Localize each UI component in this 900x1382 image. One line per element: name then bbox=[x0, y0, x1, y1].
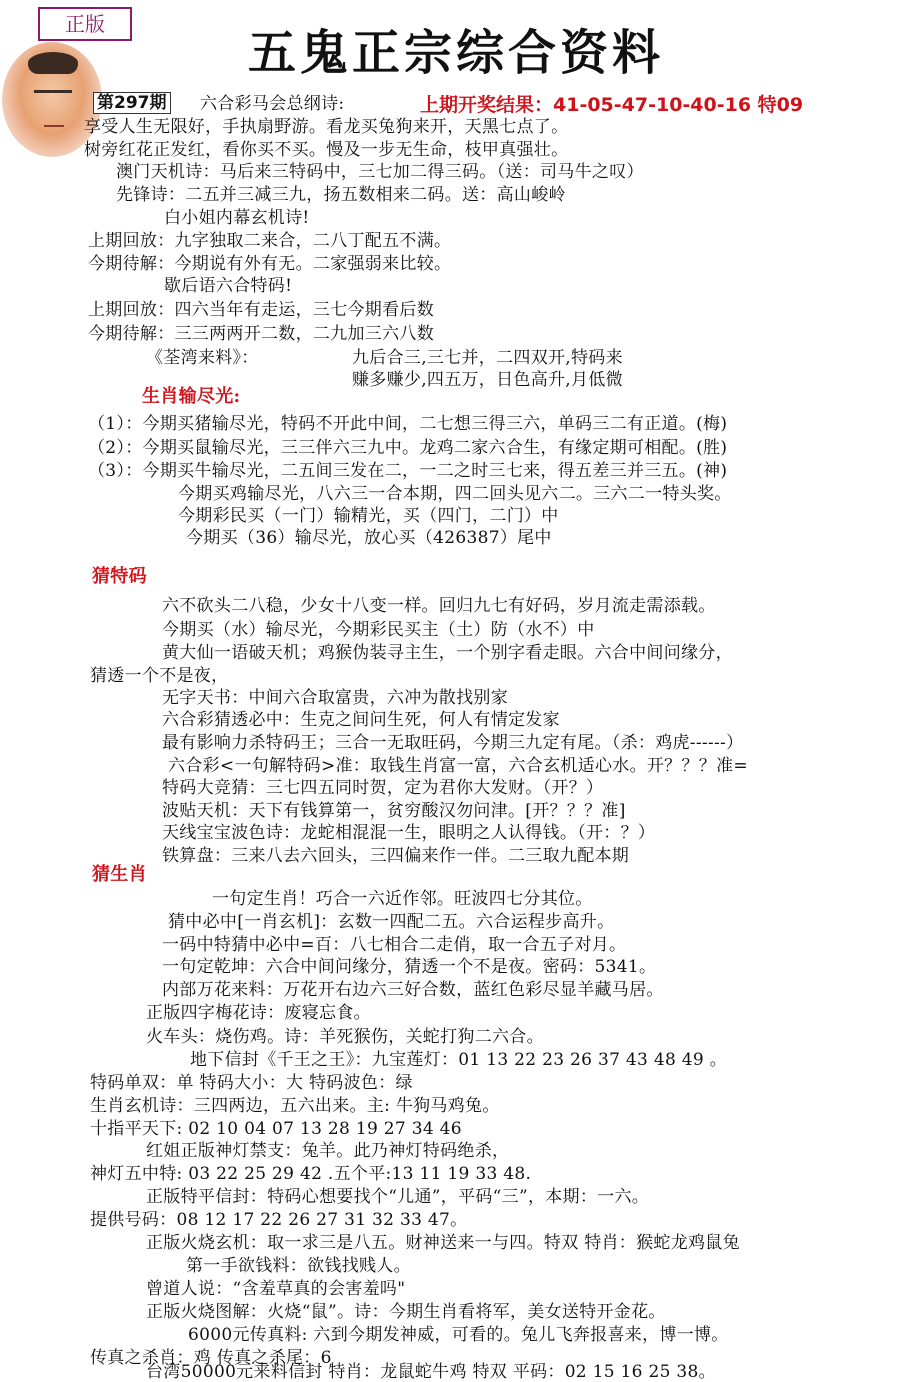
text-line: 六不砍头二八稳，少女十八变一样。回归九七有好码，岁月流走需添载。 bbox=[162, 596, 716, 616]
text-line: 正版火烧图解：火烧“鼠”。诗：今期生肖看将军，美女送特开金花。 bbox=[146, 1302, 666, 1322]
text-line: 铁算盘：三来八去六回头，三四偏来作一伴。二三取九配本期 bbox=[162, 846, 630, 866]
section-title-guess-zodiac: 猜生肖 bbox=[92, 864, 147, 885]
text-line: 猜中必中[一肖玄机]：玄数一四配二五。六合运程步高升。 bbox=[168, 912, 615, 932]
text-line: 波贴天机：天下有钱算第一，贫穷酸汉勿问津。[开？？？准] bbox=[162, 801, 626, 821]
text-line: 今期买（36）输尽光，放心买（426387）尾中 bbox=[186, 528, 552, 548]
text-line: 正版火烧玄机：取一求三是八五。财神送来一与四。特双 特肖：猴蛇龙鸡鼠兔 bbox=[146, 1233, 740, 1253]
portrait-hair bbox=[28, 52, 78, 74]
page-title: 五鬼正宗综合资料 bbox=[248, 25, 665, 81]
text-line: 今期待解：三三两两开二数，二九加三六八数 bbox=[88, 324, 434, 344]
section-heading: 歇后语六合特码! bbox=[164, 276, 293, 296]
quanwan-line: 赚多赚少,四五万，日色高升,月低微 bbox=[352, 370, 623, 390]
text-line: 上期回放：四六当年有走运，三七今期看后数 bbox=[88, 300, 434, 320]
text-line: 内部万花来料：万花开右边六三好合数，蓝红色彩尽显羊藏马居。 bbox=[162, 980, 664, 1000]
text-line: 今期待解：今期说有外有无。二家强弱来比较。 bbox=[88, 254, 452, 274]
text-line: 红姐正版神灯禁支：兔羊。此乃神灯特码绝杀， bbox=[146, 1141, 510, 1161]
text-line: 正版四字梅花诗：废寝忘食。 bbox=[146, 1003, 371, 1023]
text-line: 第一手欲钱料：欲钱找贱人。 bbox=[186, 1256, 411, 1276]
text-line: 6000元传真料: 六到今期发神威，可看的。兔儿飞奔报喜来，博一博。 bbox=[188, 1325, 729, 1345]
macau-poem: 澳门天机诗：马后来三特码中，三七加二得三码。（送：司马牛之叹） bbox=[116, 162, 644, 182]
issue-number: 第297期 bbox=[93, 92, 171, 114]
last-draw-result: 上期开奖结果：41-05-47-10-40-16 特09 bbox=[420, 94, 804, 116]
quanwan-line: 九后合三,三七并，二四双开,特码来 bbox=[352, 348, 623, 368]
text-line: 台湾50000元来料信封 特肖：龙鼠蛇牛鸡 特双 平码：02 15 16 25 38。 bbox=[146, 1362, 716, 1382]
pioneer-poem: 先锋诗：二五并三减三九，扬五数相来二码。送：高山峻岭 bbox=[116, 185, 566, 205]
text-line: 一句定生肖！巧合一六近作邻。旺波四七分其位。 bbox=[212, 889, 593, 909]
text-line: 无字天书：中间六合取富贵，六冲为散找别家 bbox=[162, 688, 508, 708]
text-line: 六合彩<一句解特码>准：取钱生肖富一富，六合玄机适心水。开？？？准= bbox=[168, 756, 748, 776]
text-line: 提供号码：08 12 17 22 26 27 31 32 33 47。 bbox=[90, 1210, 468, 1230]
portrait-glasses bbox=[34, 90, 72, 99]
section-title-guess-number: 猜特码 bbox=[92, 566, 147, 587]
text-line: 黄大仙一语破天机；鸡猴伪装寻主生，一个别字看走眼。六合中间问缘分， bbox=[162, 643, 733, 663]
text-line: 特码大竞猜：三七四五同时贺，定为君你大发财。（开？） bbox=[162, 778, 604, 798]
zhengban-badge: 正版 bbox=[38, 7, 132, 41]
text-line: （3）：今期买牛输尽光，二五间三发在二，一二之时三七来，得五差三并三五。(神) bbox=[88, 461, 728, 481]
section-title-zodiac-lose: 生肖输尽光: bbox=[142, 386, 241, 407]
text-line: 猜透一个不是夜， bbox=[90, 666, 229, 686]
text-line: 今期彩民买（一门）输精光，买（四门，二门）中 bbox=[178, 506, 559, 526]
text-line: 火车头：烧伤鸡。诗：羊死猴伤，关蛇打狗二六合。 bbox=[146, 1027, 544, 1047]
text-line: 正版特平信封：特码心想要找个“儿通”，平码“三”，本期：一六。 bbox=[146, 1187, 650, 1207]
text-line: 传真之杀肖：鸡 传真之杀尾：6 bbox=[90, 1348, 332, 1368]
section-heading: 白小姐内幕玄机诗! bbox=[164, 208, 310, 228]
text-line: 六合彩猜透必中：生克之间问生死，何人有情定发家 bbox=[162, 710, 560, 730]
text-line: 最有影响力杀特码王；三合一无取旺码，今期三九定有尾。（杀：鸡虎------） bbox=[162, 733, 744, 753]
text-line: 曾道人说：“含羞草真的会害羞吗" bbox=[146, 1279, 406, 1299]
text-line: 一句定乾坤：六合中间问缘分，猜透一个不是夜。密码：5341。 bbox=[162, 957, 657, 977]
text-line: 今期买（水）输尽光，今期彩民买主（土）防（水不）中 bbox=[162, 620, 595, 640]
portrait-mouth bbox=[44, 120, 64, 127]
poem-line: 树旁红花正发红，看你买不买。慢及一步无生命，枝甲真强壮。 bbox=[84, 140, 569, 160]
text-line: 今期买鸡输尽光，八六三一合本期，四二回头见六二。三六二一特头奖。 bbox=[178, 484, 732, 504]
text-line: 一码中特猜中必中=百：八七相合二走俏，取一合五子对月。 bbox=[162, 935, 627, 955]
text-line: 地下信封《千王之王》：九宝莲灯：01 13 22 23 26 37 43 48 49 。 bbox=[190, 1050, 728, 1070]
poem-line: 享受人生无限好，手执扇野游。看龙买兔狗来开，天黑七点了。 bbox=[84, 117, 569, 137]
text-line: 特码单双：单 特码大小：大 特码波色：绿 bbox=[90, 1073, 413, 1093]
text-line: （1）：今期买猪输尽光，特码不开此中间，二七想三得三六，单码三二有正道。(梅) bbox=[88, 414, 728, 434]
text-line: 天线宝宝波色诗：龙蛇相混混一生，眼明之人认得钱。（开：？） bbox=[162, 823, 656, 843]
text-line: （2）：今期买鼠输尽光，三三伴六三九中。龙鸡二家六合生，有缘定期可相配。(胜) bbox=[88, 438, 728, 458]
text-line: 神灯五中特: 03 22 25 29 42 .五个平:13 11 19 33 48. bbox=[90, 1164, 532, 1184]
general-poem-heading: 六合彩马会总纲诗: bbox=[200, 94, 345, 114]
text-line: 生肖玄机诗：三四两边，五六出来。主: 牛狗马鸡兔。 bbox=[90, 1096, 500, 1116]
text-line: 上期回放：九字独取二来合，二八丁配五不满。 bbox=[88, 231, 452, 251]
text-line: 十指平天下: 02 10 04 07 13 28 19 27 34 46 bbox=[90, 1119, 462, 1139]
quanwan-label: 《荃湾来料》： bbox=[146, 348, 259, 368]
